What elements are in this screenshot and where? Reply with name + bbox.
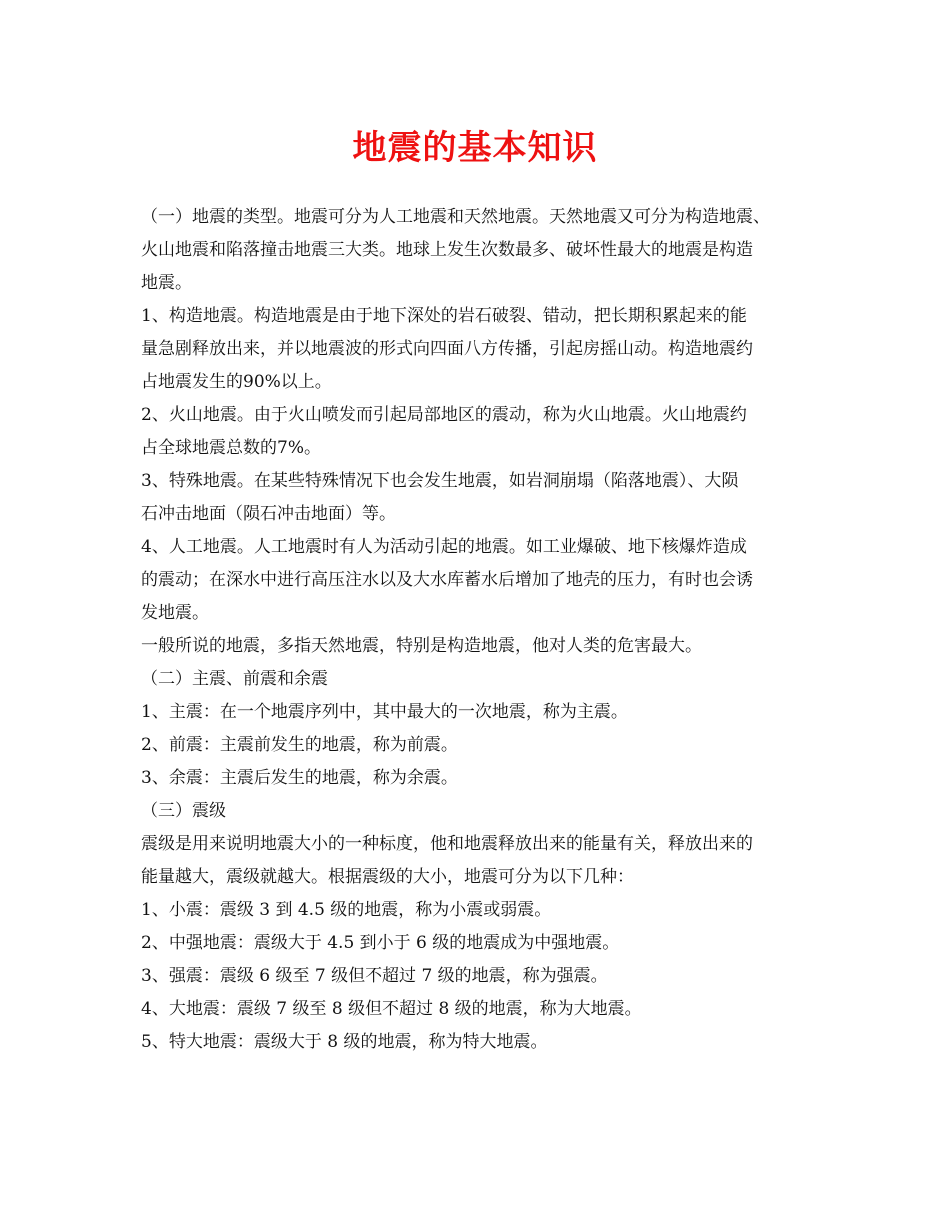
text-line: 1、小震：震级 3 到 4.5 级的地震，称为小震或弱震。: [141, 900, 552, 920]
text-line: 地震。: [141, 273, 192, 293]
text-line: 4、大地震：震级 7 级至 8 级但不超过 8 级的地震，称为大地震。: [141, 999, 642, 1019]
text-line: 占全球地震总数的7%。: [141, 438, 321, 458]
document-body: [141, 201, 827, 1059]
text-line: 石冲击地面（陨石冲击地面）等。: [141, 504, 396, 524]
text-line: 5、特大地震：震级大于 8 级的地震，称为特大地震。: [141, 1032, 548, 1052]
document-title: 地震的基本知识: [352, 128, 598, 168]
text-line: （一）地震的类型。地震可分为人工地震和天然地震。天然地震又可分为构造地震、: [141, 207, 770, 227]
section-heading: （二）主震、前震和余震: [141, 669, 328, 689]
text-line: 量急剧释放出来，并以地震波的形式向四面八方传播，引起房摇山动。构造地震约: [141, 339, 753, 359]
text-line: 3、余震：主震后发生的地震，称为余震。: [141, 768, 458, 788]
text-line: 火山地震和陷落撞击地震三大类。地球上发生次数最多、破坏性最大的地震是构造: [141, 240, 753, 260]
text-line: 一般所说的地震，多指天然地震，特别是构造地震，他对人类的危害最大。: [141, 636, 702, 656]
text-line: 的震动；在深水中进行高压注水以及大水库蓄水后增加了地壳的压力，有时也会诱: [141, 570, 753, 590]
text-line: 2、中强地震：震级大于 4.5 到小于 6 级的地震成为中强地震。: [141, 933, 620, 953]
section-heading: （三）震级: [141, 801, 226, 821]
text-line: 3、特殊地震。在某些特殊情况下也会发生地震，如岩洞崩塌（陷落地震）、大陨: [141, 471, 739, 491]
text-line: 占地震发生的90%以上。: [141, 372, 332, 392]
text-line: 1、构造地震。构造地震是由于地下深处的岩石破裂、错动，把长期积累起来的能: [141, 306, 747, 326]
text-line: 能量越大，震级就越大。根据震级的大小，地震可分为以下几种：: [141, 867, 634, 887]
text-line: 震级是用来说明地震大小的一种标度，他和地震释放出来的能量有关，释放出来的: [141, 834, 753, 854]
text-line: 1、主震：在一个地震序列中，其中最大的一次地震，称为主震。: [141, 702, 628, 722]
text-line: 4、人工地震。人工地震时有人为活动引起的地震。如工业爆破、地下核爆炸造成: [141, 537, 747, 557]
text-line: 2、火山地震。由于火山喷发而引起局部地区的震动，称为火山地震。火山地震约: [141, 405, 747, 425]
text-line: 2、前震：主震前发生的地震，称为前震。: [141, 735, 458, 755]
text-line: 3、强震：震级 6 级至 7 级但不超过 7 级的地震，称为强震。: [141, 966, 608, 986]
text-line: 发地震。: [141, 603, 209, 623]
